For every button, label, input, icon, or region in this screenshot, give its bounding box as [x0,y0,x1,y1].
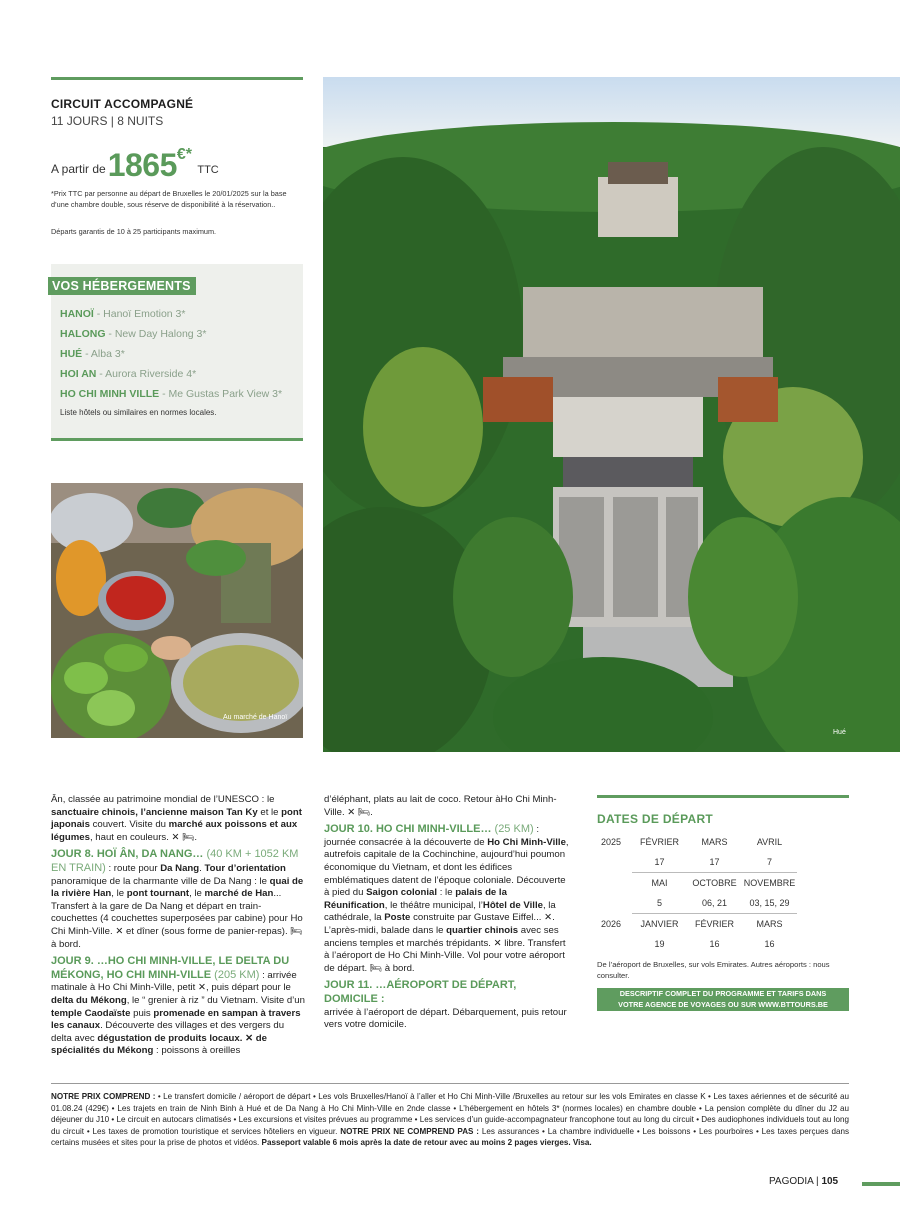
page-number: 105 [821,1176,839,1187]
hebergement-item [60,388,282,400]
dates-row: 19 16 16 [654,939,775,949]
itinerary-intro: Ân, classée au patrimoine mondial de l’UNESCO : le sanctuaire chinois, l’ancienne maison Tan Ky et le pont japonais couvert. Visite du marché aux poissons et aux légumes, haut en couleurs. ✕ 🛏. [51,794,302,843]
hebergement-hotel: - Alba 3* [82,348,125,360]
footer-rule [51,1083,849,1084]
day-10-title: JOUR 10. HO CHI MINH-VILLE… (25 KM) [324,823,534,836]
price-value: 1865 [107,147,177,183]
hebergement-item [60,308,185,320]
departures-note: Départs garantis de 10 à 25 participants maximum. [51,227,217,236]
hebergement-hotel: - New Day Halong 3* [105,328,207,340]
dates-row: 5 06, 21 03, 15, 29 [597,893,797,914]
dates-row: 17 17 7 [597,852,797,873]
hebergement-city: HALONG [60,328,106,340]
hebergement-hotel: - Aurora Riverside 4* [96,368,197,380]
hebergement-item [60,328,206,340]
dates-row: MAI OCTOBRE NOVEMBRE [651,878,796,888]
passport-note: Passeport valable 6 mois après la date de retour avec au moins 2 pages vierges. Visa. [259,1138,592,1148]
price-suffix: TTC [197,164,219,176]
page-folio: PAGODIA | 105 [769,1176,839,1187]
hebergements-title: VOS HÉBERGEMENTS [48,277,196,295]
cta-line-2: VOTRE AGENCE DE VOYAGES OU SUR WWW.BTTOURS.BE [618,999,828,1009]
day-8: JOUR 8. HOÏ ÂN, DA NANG… (40 KM + 1052 KM EN TRAIN) : route pour Da Nang. Tour d’orientation panoramique de la charmante ville de Da Nang : le quai de la rivière Han, le pont tournant, le marché de Han... Transfert à la gare de Da Nang et départ en train-couchettes (4 couchettes superposées par cabine) pour Ho Chi Minh-Ville. ✕ et dîner (sous forme de panier-repas). 🛏 à bord. [51,848,304,950]
bttours-link-banner[interactable] [597,988,849,1011]
circuit-title: CIRCUIT ACCOMPAGNÉ [51,97,194,111]
includes-label: NOTRE PRIX COMPREND : [51,1092,156,1101]
day-11-title: JOUR 11. …AÉROPORT DE DÉPART, DOMICILE : [324,979,517,1005]
excludes-label: NOTRE PRIX NE COMPREND PAS : [337,1126,480,1136]
itinerary-column-2 [324,794,572,1032]
day-8-title: JOUR 8. HOÏ ÂN, DA NANG… (40 KM + 1052 KM EN TRAIN) [51,848,299,874]
hebergement-city: HANOÏ [60,308,94,320]
hue-tomb-photo [323,77,900,752]
market-photo [51,483,303,738]
day-9: JOUR 9. …HO CHI MINH-VILLE, LE DELTA DU MÉKONG, HO CHI MINH-VILLE (205 KM) : arrivée matinale à Ho Chi Minh-Ville, petit ✕, puis départ pour le delta du Mékong, le “ grenier à riz ” du Vietnam. Visite d’un temple Caodaïste puis promenade en sampan à travers les canaux. Découverte des villages et des vergers du delta avec dégustation de produits locaux. ✕ de spécialités du Mékong : poissons à oreilles [51,955,305,1057]
section-name: PAGODIA [769,1176,814,1187]
itinerary-column-1 [51,794,306,1058]
dates-row: 2026 JANVIER FÉVRIER MARS [601,918,783,929]
hebergement-item [60,348,125,360]
hebergements-footnote: Liste hôtels ou similaires en normes locales. [60,408,217,417]
dates-footnote: De l’aéroport de Bruxelles, sur vols Emirates. Autres aéroports : nous consulter. [597,960,830,980]
hue-photo-caption: Hué [833,729,846,736]
dates-row: 2025 FÉVRIER MARS AVRIL [601,837,783,847]
hebergement-city: HUÉ [60,348,83,360]
hebergement-city: HOI AN [60,368,97,380]
hebergement-hotel: - Hanoï Emotion 3* [93,308,186,320]
price-currency: €* [176,146,193,163]
price-note: *Prix TTC par personne au départ de Bruxelles le 20/01/2025 sur la base d’une chambre double, sous réserve de disponibilité à la réservation.. [51,189,287,209]
includes-text: • Le transfert domicile / aéroport de départ • Les vols Bruxelles/Hanoï à l’aller et Ho Chi Minh-Ville /Bruxelles au retour sur les vols Emirates en classe K • Les taxes aériennes et de sécurité au 01.08.24 (429€) • Les trajets en train de Ninh Binh à Hué et de Da Nang à Ho Chi Minh-Ville en 2nde classe • L’hébergement en hôtels 3* (normes locales) en chambre double • La pension complète du dîner du J2 au déjeuner du J10 • Le circuit en autocars climatisés • Les excursions et visites prévues au programme • Les services d’un guide-accompagnateur francophone tout au long du circuit • Des audiophones individuels tout au long du circuit • Les taxes de promotion touristique et services hôteliers en vigueur. [51,1092,849,1136]
market-photo-caption: Au marché de Hanoï [223,714,288,721]
circuit-duration: 11 JOURS | 8 NUITS [51,114,164,128]
hebergement-item [60,368,196,380]
dates-table [597,832,797,954]
price-conditions [51,1091,849,1149]
hebergement-hotel: - Me Gustas Park View 3* [159,388,283,400]
day-11: JOUR 11. …AÉROPORT DE DÉPART, DOMICILE : arrivée à l’aéroport de départ. Débarquement, puis retour vers votre domicile. [324,979,567,1031]
dates-rule [597,795,849,798]
day-10: JOUR 10. HO CHI MINH-VILLE… (25 KM) : journée consacrée à la découverte de Ho Chi Minh-Ville, autrefois capitale de la Cochinchine, aujourd’hui poumon économique du Vietnam, et dont les édifices emblématiques datent de l’époque coloniale. Découverte à pied du Saigon colonial : le palais de la Réunification, le théâtre municipal, l’Hôtel de Ville, la cathédrale, la Poste construite par Gustave Eiffel... ✕. L’après-midi, balade dans le quartier chinois avec ses anciens temples et marchés trépidants. ✕ libre. Transfert à l’aéroport de Ho Chi Minh-Ville. Vol pour votre aéroport de départ. 🛏 à bord. [324,823,569,974]
page-bar [862,1182,900,1186]
day-9-title: JOUR 9. …HO CHI MINH-VILLE, LE DELTA DU MÉKONG, HO CHI MINH-VILLE (205 KM) [51,955,290,981]
dates-title: DATES DE DÉPART [597,812,714,826]
column-2-intro: d’éléphant, plats au lait de coco. Retour àHo Chi Minh-Ville. ✕ 🛏. [324,794,557,818]
header-rule [51,77,303,80]
price-line [51,146,219,184]
hebergement-city: HO CHI MINH VILLE [60,388,160,400]
price-prefix: A partir de [51,162,106,176]
cta-line-1: DESCRIPTIF COMPLET DU PROGRAMME ET TARIFS DANS [619,989,827,998]
hebergements-rule [51,438,303,441]
excludes-text: Les assurances • La chambre individuelle • Les boissons • Les pourboires • Les taxes perçues dans certains musées et sites pour la prise de photos et vidéos. [51,1126,849,1148]
